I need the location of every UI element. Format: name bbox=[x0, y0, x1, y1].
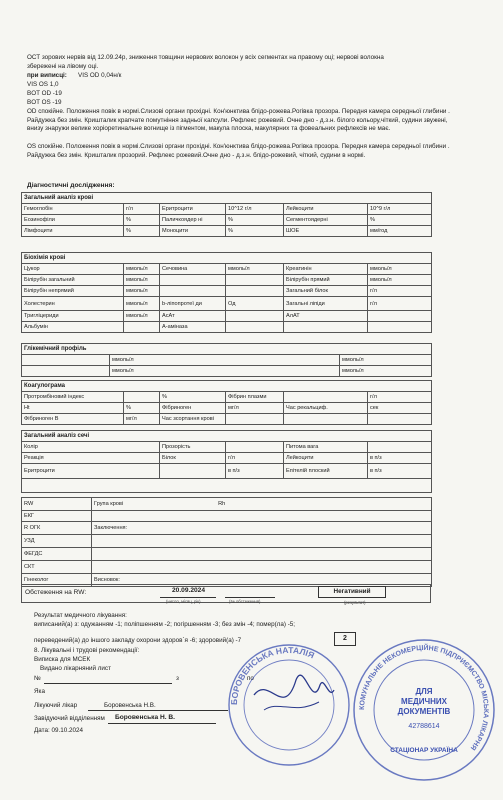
table-row bbox=[22, 297, 432, 311]
cell: 10^12 г/л bbox=[226, 204, 284, 215]
signature-stroke bbox=[264, 702, 319, 710]
fegds-label: ФЕГДС bbox=[22, 548, 92, 561]
cell: Креатинін bbox=[284, 264, 368, 275]
table-row bbox=[22, 264, 432, 275]
table-row bbox=[22, 561, 432, 574]
cell: % bbox=[160, 392, 226, 403]
urine-section-title: Загальний аналіз сечі bbox=[22, 431, 432, 442]
conclusion-label: Заключення: bbox=[92, 522, 432, 535]
cell: Лейкоцити bbox=[284, 453, 368, 464]
cell bbox=[226, 414, 284, 425]
cell bbox=[284, 414, 368, 425]
table-row bbox=[22, 226, 432, 237]
glycemic-table bbox=[21, 343, 432, 377]
cell: Моноцити bbox=[160, 226, 226, 237]
stamp-inner-ring bbox=[244, 660, 334, 750]
cell: Ht bbox=[22, 403, 124, 414]
cell: г/л bbox=[226, 453, 284, 464]
doctor-stamp bbox=[224, 640, 354, 770]
cell: % bbox=[124, 403, 160, 414]
cell bbox=[160, 275, 226, 286]
head-label: Завідуючий відділенням bbox=[34, 715, 105, 722]
visnovok-label: Висновок: bbox=[92, 574, 432, 587]
misc-exams-table bbox=[21, 497, 432, 587]
cell: % bbox=[226, 226, 284, 237]
cell bbox=[368, 311, 432, 322]
cell bbox=[22, 366, 110, 377]
cell bbox=[226, 442, 284, 453]
cell bbox=[226, 286, 284, 297]
cell bbox=[284, 322, 368, 333]
stamp-line-2: МЕДИЧНИХ bbox=[401, 697, 447, 706]
diagnostics-title: Діагностичні дослідження: bbox=[27, 182, 115, 189]
cell: г/л bbox=[368, 286, 432, 297]
doctor-label: Лікуючий лікар bbox=[34, 702, 78, 709]
table-row bbox=[22, 403, 432, 414]
rw-result-box: Негативний bbox=[318, 586, 386, 598]
cell: Епітелій плоский bbox=[284, 464, 368, 479]
from-label: з bbox=[176, 675, 179, 682]
cell: Сечовина bbox=[160, 264, 226, 275]
cell bbox=[368, 442, 432, 453]
cell: % bbox=[124, 226, 160, 237]
bot-od: BOT OD -19 bbox=[27, 90, 62, 97]
ost-line-2: збережені на лівому оці. bbox=[27, 63, 99, 70]
cell: ммоль/л bbox=[124, 311, 160, 322]
cell: мм/год bbox=[368, 226, 432, 237]
cell: % bbox=[368, 215, 432, 226]
vis-os: VIS OS 1,0 bbox=[27, 81, 59, 88]
signature-scribble bbox=[254, 675, 334, 697]
ekg-label: ЕКГ bbox=[22, 511, 92, 522]
cell: Фібриноген bbox=[160, 403, 226, 414]
table-row bbox=[22, 286, 432, 297]
recommendations-label: 8. Лікувальні і трудові рекомендації: bbox=[34, 647, 140, 654]
discharge-label: при виписці: bbox=[27, 72, 67, 79]
table-row bbox=[22, 511, 432, 522]
table-row bbox=[22, 464, 432, 479]
cell bbox=[92, 561, 432, 574]
table-row bbox=[22, 322, 432, 333]
cell bbox=[92, 498, 432, 511]
cell: b-ліпопротеї ди bbox=[160, 297, 226, 311]
cell: % bbox=[226, 215, 284, 226]
rw-label: RW bbox=[22, 498, 92, 511]
cell: А-аміназа bbox=[160, 322, 226, 333]
rogk-label: R ОГК bbox=[22, 522, 92, 535]
doctor-name: Боровенська Н.В. bbox=[104, 702, 156, 709]
cell: Лейкоцити bbox=[284, 204, 368, 215]
cell: Паличкоядер ні bbox=[160, 215, 226, 226]
od-description: OD спокійне. Положення повік в нормі.Слизові органи прохідні. Кон'юнктива блідо-рожева.Рогівка прозора. Передня камера середньої глибини . Райдужка без змін. Кришталик крапчате помутніння задньої капсули. Рефлекс рожевий. Очне дно - д.з.н. білого кольору,чіткий, судини звужені, внизу знаружи велике хоріоретинальне вогнище із пігментом, макула плоска, макулярних та фовеальних рефлексів не має. bbox=[27, 108, 450, 133]
coag-section-title: Коагулограма bbox=[22, 381, 432, 392]
cell: Час рекальциф. bbox=[284, 403, 368, 414]
stamp-line-3: ДОКУМЕНТІВ bbox=[397, 707, 451, 716]
biochem-section-title: Біохімія крові bbox=[22, 253, 432, 264]
cell bbox=[92, 548, 432, 561]
caption-number: (№ обстеження) bbox=[229, 599, 261, 604]
cell: Реакція bbox=[22, 453, 160, 464]
skt-label: СКТ bbox=[22, 561, 92, 574]
cell: Сегментоядерні bbox=[284, 215, 368, 226]
blood-group-label: Група крові bbox=[94, 501, 124, 507]
cell: мг/л bbox=[226, 403, 284, 414]
cell: ммоль/л bbox=[124, 286, 160, 297]
cell: Еритроцити bbox=[160, 204, 226, 215]
cell: % bbox=[124, 215, 160, 226]
cell: Білірубін прямий bbox=[284, 275, 368, 286]
cell bbox=[124, 322, 160, 333]
table-row bbox=[22, 366, 432, 377]
cell: Тригліцериди bbox=[22, 311, 124, 322]
doctor-line bbox=[88, 710, 228, 711]
cell bbox=[92, 511, 432, 522]
cell bbox=[226, 322, 284, 333]
ost-line-1: ОСТ зорових нервів від 12.09.24р, зниження товщини нервових волокон у всіх сегментах на правому оці; нервові волокна bbox=[27, 54, 384, 61]
coagulogram-table bbox=[21, 380, 432, 425]
cell: г/л bbox=[368, 392, 432, 403]
table-row bbox=[22, 311, 432, 322]
stamp-line-1: ДЛЯ bbox=[415, 687, 433, 696]
cell: Гемоглобін bbox=[22, 204, 124, 215]
cell: ммоль/л bbox=[124, 297, 160, 311]
blood-analysis-table bbox=[21, 192, 432, 237]
cell bbox=[92, 535, 432, 548]
cell: Білок bbox=[160, 453, 226, 464]
discharged-options: виписаний(а) з: одужанням -1; поліпшенням -2; погіршенням -3; без змін -4; помер(ла) -5; bbox=[34, 621, 296, 628]
table-row bbox=[22, 479, 432, 493]
head-line bbox=[108, 723, 216, 724]
cell: в п/з bbox=[368, 453, 432, 464]
cell: ммоль/л bbox=[368, 264, 432, 275]
cell: Протромбіновий індекс bbox=[22, 392, 124, 403]
cell: ммоль/л bbox=[124, 275, 160, 286]
cell bbox=[368, 414, 432, 425]
institution-stamp bbox=[350, 636, 498, 784]
cell: Час зсортання крові bbox=[160, 414, 226, 425]
sick-leave-number-label: № bbox=[34, 675, 41, 682]
cell: Загальні ліпіди bbox=[284, 297, 368, 311]
cell: Лімфоцити bbox=[22, 226, 124, 237]
cell: Еозинофіли bbox=[22, 215, 124, 226]
cell: Білірубін загальний bbox=[22, 275, 124, 286]
date-underline bbox=[160, 597, 216, 598]
cell: ммоль/л bbox=[110, 366, 340, 377]
cell: Колір bbox=[22, 442, 160, 453]
cell: г/л bbox=[368, 297, 432, 311]
cell bbox=[368, 322, 432, 333]
table-row bbox=[22, 215, 432, 226]
table-row bbox=[22, 204, 432, 215]
to-label: по bbox=[247, 675, 254, 682]
cell: ммоль/л bbox=[368, 275, 432, 286]
cell: ммоль/л bbox=[226, 264, 284, 275]
biochemistry-table bbox=[21, 252, 432, 333]
head-name: Боровенська Н. В. bbox=[115, 714, 175, 721]
rw-exam-label: Обстеження на RW: bbox=[25, 589, 87, 596]
cell: в п/з bbox=[368, 464, 432, 479]
table-row bbox=[22, 414, 432, 425]
stamp-line-4: 42788614 bbox=[408, 723, 440, 730]
cell: Еритроцити bbox=[22, 464, 160, 479]
cell: Прозорість bbox=[160, 442, 226, 453]
stamp-ring-text: БОРОВЕНСЬКА НАТАЛІЯ bbox=[228, 644, 316, 706]
cell: ммоль/л bbox=[340, 355, 432, 366]
table-row bbox=[22, 548, 432, 561]
cell: Загальний білок bbox=[284, 286, 368, 297]
os-description: OS спокійне. Положення повік в нормі.Слизові органи прохідні. Кон'юнктива блідо-рожева.Рогівка прозора. Передня камера середньої глибини . Райдужка без змін. Кришталик прозорий. Рефлекс рожевий.Очне дно - д.з.н. блідо-рожевий, чіткий, судини в нормі. bbox=[27, 143, 450, 159]
bot-os: BOT OS -19 bbox=[27, 99, 62, 106]
result-title: Результат медичного лікування: bbox=[34, 612, 127, 619]
cell: Альбумін bbox=[22, 322, 124, 333]
number-underline bbox=[225, 597, 275, 598]
table-row bbox=[22, 442, 432, 453]
blood-section-title: Загальний аналіз крові bbox=[22, 193, 432, 204]
table-row bbox=[22, 392, 432, 403]
cell: ШОЕ bbox=[284, 226, 368, 237]
caption-date: (число, місяц, рік) bbox=[166, 599, 201, 604]
cell: сек bbox=[368, 403, 432, 414]
stamp-bottom-text: СТАЦІОНАР УКРАЇНА bbox=[390, 747, 458, 754]
rh-label: Rh bbox=[218, 501, 226, 507]
table-row bbox=[22, 522, 432, 535]
cell: Білірубін непрямий bbox=[22, 286, 124, 297]
table-row bbox=[22, 275, 432, 286]
cell bbox=[226, 311, 284, 322]
caption-result: (результат) bbox=[344, 600, 366, 605]
table-row bbox=[22, 355, 432, 366]
table-row bbox=[22, 453, 432, 464]
cell bbox=[284, 392, 368, 403]
cell: Фібриноген В bbox=[22, 414, 124, 425]
table-row bbox=[22, 535, 432, 548]
cell bbox=[22, 355, 110, 366]
cell bbox=[226, 275, 284, 286]
vis-od: VIS OD 0,04н/к bbox=[78, 72, 122, 79]
cell bbox=[22, 479, 432, 493]
cell: мг/л bbox=[124, 414, 160, 425]
cell: в п/з bbox=[226, 464, 284, 479]
stamp-ring-text: КОМУНАЛЬНЕ НЕКОМЕРЦІЙНЕ ПІДПРИЄМСТВО МІСЬКА ЛІКАРНЯ bbox=[358, 644, 490, 752]
sick-leave-label: Видано лікарняний лист bbox=[40, 665, 111, 672]
cell: ммоль/л bbox=[124, 264, 160, 275]
glycemic-section-title: Глікемічний профіль bbox=[22, 344, 432, 355]
cell: АсАт bbox=[160, 311, 226, 322]
cell: ммоль/л bbox=[110, 355, 340, 366]
rw-exam-date: 20.09.2024 bbox=[172, 587, 206, 594]
cell: ммоль/л bbox=[340, 366, 432, 377]
msek-label: Виписка для МСЕК bbox=[34, 656, 91, 663]
cell bbox=[124, 392, 160, 403]
table-row bbox=[22, 498, 432, 511]
transferred-options: переведений(а) до іншого закладу охорони здоров`я -6; здоровий(а) -7 bbox=[34, 637, 242, 644]
gyn-label: Гінеколог bbox=[22, 574, 92, 587]
uzd-label: УЗД bbox=[22, 535, 92, 548]
cell: г/л bbox=[124, 204, 160, 215]
yaka-label: Яка bbox=[34, 688, 45, 695]
cell bbox=[160, 464, 226, 479]
cell: Холестерин bbox=[22, 297, 124, 311]
cell: Фібрин плазми bbox=[226, 392, 284, 403]
cell: 10^9 г/л bbox=[368, 204, 432, 215]
cell: Питома вага bbox=[284, 442, 368, 453]
cell: АлАТ bbox=[284, 311, 368, 322]
result-value-box: 2 bbox=[334, 632, 356, 646]
cell bbox=[160, 286, 226, 297]
cell: Од bbox=[226, 297, 284, 311]
cell: Цукор bbox=[22, 264, 124, 275]
document-date: Дата: 09.10.2024 bbox=[34, 727, 83, 734]
urine-analysis-table bbox=[21, 430, 432, 493]
number-line bbox=[44, 683, 172, 684]
